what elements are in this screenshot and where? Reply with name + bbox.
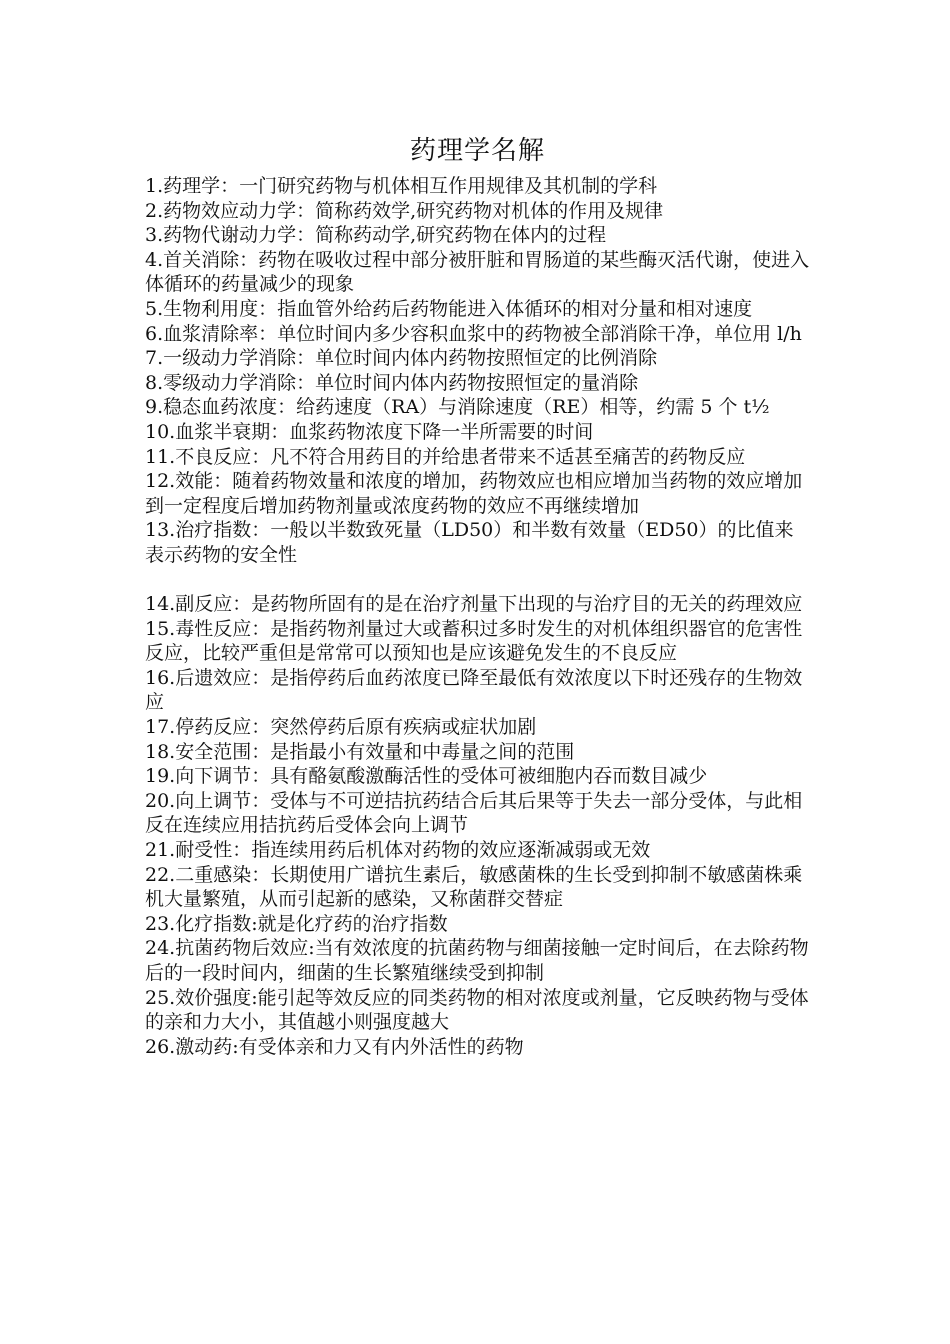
definition-entry: 9.稳态血药浓度：给药速度（RA）与消除速度（RE）相等，约需 5 个 t½ — [145, 396, 770, 419]
definition-list — [145, 174, 810, 1059]
definition-entry: 11.不良反应：凡不符合用药目的并给患者带来不适甚至痛苦的药物反应 — [145, 445, 746, 468]
definition-entry: 16.后遗效应：是指停药后血药浓度已降至最低有效浓度以下时还残存的生物效应 — [145, 666, 803, 714]
definition-entry: 24.抗菌药物后效应:当有效浓度的抗菌药物与细菌接触一定时间后，在去除药物后的一段时间内，细菌的生长繁殖继续受到抑制 — [145, 937, 809, 984]
definition-entry: 20.向上调节：受体与不可逆拮抗药结合后其后果等于失去一部分受体，与此相反在连续应用拮抗药后受体会向上调节 — [145, 789, 803, 837]
definition-entry: 2.药物效应动力学：简称药效学,研究药物对机体的作用及规律 — [145, 199, 664, 222]
definition-entry: 10.血浆半衰期：血浆药物浓度下降一半所需要的时间 — [145, 420, 594, 443]
definition-entry: 21.耐受性：指连续用药后机体对药物的效应逐渐减弱或无效 — [145, 839, 651, 862]
definition-entry: 18.安全范围：是指最小有效量和中毒量之间的范围 — [145, 740, 575, 763]
definition-entry: 6.血浆清除率：单位时间内多少容积血浆中的药物被全部消除干净，单位用 l/h — [145, 322, 802, 345]
definition-entry: 4.首关消除：药物在吸收过程中部分被肝脏和胃肠道的某些酶灭活代谢，使进入体循环的药量减少的现象 — [145, 248, 810, 296]
definition-entry: 3.药物代谢动力学：简称药动学,研究药物在体内的过程 — [145, 224, 607, 247]
definition-entry: 19.向下调节：具有酪氨酸激酶活性的受体可被细胞内吞而数目减少 — [145, 765, 708, 788]
definition-entry: 14.副反应：是药物所固有的是在治疗剂量下出现的与治疗目的无关的药理效应 — [145, 593, 803, 616]
paragraph-spacer — [145, 568, 810, 593]
definition-entry: 22.二重感染：长期使用广谱抗生素后，敏感菌株的生长受到抑制不敏感菌株乘机大量繁殖，从而引起新的感染，又称菌群交替症 — [145, 863, 803, 911]
definition-entry: 8.零级动力学消除：单位时间内体内药物按照恒定的量消除 — [145, 371, 639, 394]
definition-entry: 13.治疗指数：一般以半数致死量（LD50）和半数有效量（ED50）的比值来表示药物的安全性 — [145, 519, 794, 566]
document-title: 药理学名解 — [409, 136, 545, 166]
document-page — [145, 128, 810, 1059]
definition-entry: 25.效价强度:能引起等效反应的同类药物的相对浓度或剂量，它反映药物与受体的亲和力大小，其值越小则强度越大 — [145, 986, 809, 1034]
definition-entry: 5.生物利用度：指血管外给药后药物能进入体循环的相对分量和相对速度 — [145, 297, 753, 320]
definition-entry: 7.一级动力学消除：单位时间内体内药物按照恒定的比例消除 — [145, 347, 658, 370]
definition-entry: 15.毒性反应：是指药物剂量过大或蓄积过多时发生的对机体组织器官的危害性反应，比较严重但是常常可以预知也是应该避免发生的不良反应 — [145, 617, 803, 665]
definition-entry: 26.激动药:有受体亲和力又有内外活性的药物 — [145, 1035, 524, 1058]
definition-entry: 17.停药反应：突然停药后原有疾病或症状加剧 — [145, 716, 537, 739]
definition-entry: 23.化疗指数:就是化疗药的治疗指数 — [145, 912, 448, 935]
definition-entry: 1.药理学：一门研究药物与机体相互作用规律及其机制的学科 — [145, 175, 658, 197]
definition-entry: 12.效能：随着药物效量和浓度的增加，药物效应也相应增加当药物的效应增加到一定程度后增加药物剂量或浓度药物的效应不再继续增加 — [145, 470, 803, 517]
